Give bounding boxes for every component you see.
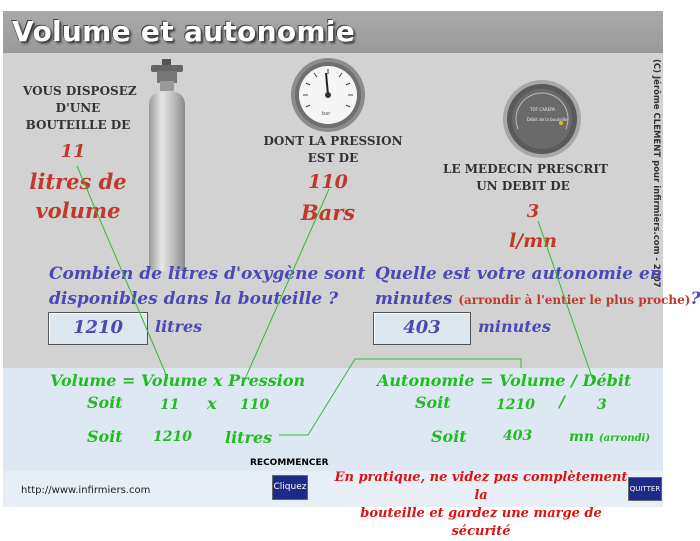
volume-term-b: 110	[240, 397, 270, 413]
volume-answer-unit: litres	[155, 317, 203, 336]
page-title: Volume et autonomie	[12, 15, 356, 48]
site-link[interactable]: http://www.infirmiers.com	[21, 485, 151, 496]
flow-label-line2: UN DEBIT DE	[476, 179, 570, 193]
autonomy-term-b: 3	[597, 397, 607, 413]
volume-result: 1210	[153, 429, 192, 445]
autonomy-operator: /	[559, 392, 565, 411]
pressure-label-line2: EST DE	[307, 151, 359, 165]
autonomy-result-unit-main: mn	[569, 429, 594, 445]
copyright-label: (C) Jérôme CLEMENT pour infirmiers.com - 2007	[651, 59, 661, 288]
volume-answer-field[interactable]: 1210	[48, 312, 148, 345]
question-volume-line1: Combien de litres d'oxygène sont	[49, 264, 366, 284]
volume-soit-1: Soit	[87, 393, 123, 412]
question-volume-line2: disponibles dans la bouteille ?	[49, 289, 339, 309]
restart-button[interactable]: Cliquez	[272, 475, 308, 500]
autonomy-term-a: 1210	[496, 397, 535, 413]
volume-term-a: 11	[160, 397, 180, 413]
cylinder-label-line3: BOUTEILLE DE	[25, 118, 131, 132]
safety-notice-line1: En pratique, ne videz pas complètement la	[334, 470, 628, 503]
volume-operator: x	[207, 394, 217, 413]
volume-result-unit: litres	[225, 428, 273, 447]
volume-soit-2: Soit	[87, 427, 123, 446]
cylinder-unit-line2: volume	[35, 198, 121, 223]
meter-line2: Débit de la bouteille	[527, 117, 568, 122]
quit-button[interactable]: QUITTER	[628, 477, 662, 501]
app-window	[3, 11, 700, 539]
cylinder-value: 11	[60, 141, 86, 162]
pressure-label-line1: DONT LA PRESSION	[263, 134, 403, 148]
flow-unit: l/mn	[508, 230, 558, 252]
cylinder-label-line1: VOUS DISPOSEZ	[23, 84, 137, 98]
rounding-hint: (arrondir à l'entier le plus proche)	[458, 293, 691, 307]
question-autonomy-line1: Quelle est votre autonomie en	[375, 264, 663, 284]
autonomy-soit-1: Soit	[415, 393, 451, 412]
autonomy-formula: Autonomie = Volume / Débit	[377, 371, 632, 390]
connector-lines	[3, 11, 663, 507]
safety-notice-line2: bouteille et gardez une marge de sécurité	[360, 506, 602, 539]
pressure-unit: Bars	[300, 200, 356, 225]
gauge-unit-label: bar	[322, 111, 331, 117]
autonomy-soit-2: Soit	[431, 427, 467, 446]
cylinder-unit-line1: litres de	[29, 169, 127, 194]
autonomy-answer-unit: minutes	[478, 317, 551, 336]
rounded-note: (arrondi)	[598, 433, 651, 444]
question-autonomy-main: minutes	[375, 289, 453, 309]
pressure-value: 110	[308, 171, 348, 193]
cylinder-label-line2: D'UNE	[55, 101, 101, 115]
safety-notice	[331, 469, 631, 541]
autonomy-result: 403	[503, 428, 533, 444]
restart-label: RECOMMENCER	[250, 458, 329, 468]
autonomy-answer-field[interactable]: 403	[373, 312, 471, 345]
meter-line1: TOT CAREPA	[530, 107, 556, 112]
flow-label-line1: LE MEDECIN PRESCRIT	[443, 162, 608, 176]
flow-value: 3	[526, 201, 540, 222]
question-autonomy-end: ?	[690, 289, 700, 309]
volume-formula: Volume = Volume x Pression	[50, 371, 306, 390]
